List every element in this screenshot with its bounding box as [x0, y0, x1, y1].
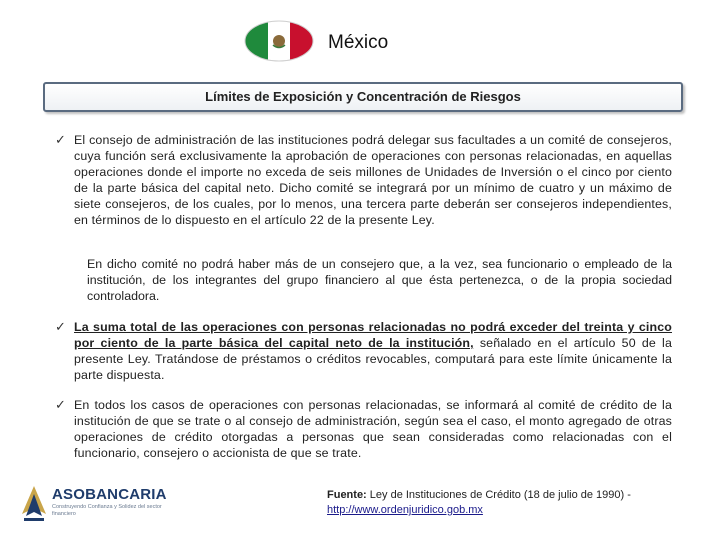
mexico-flag-icon: [244, 20, 314, 62]
bullet-subparagraph: En dicho comité no podrá haber más de un consejero que, a la vez, sea funcionario o empleado de la institución, de los integrantes del grupo financiero al que ésta pertenezca, o de la propia sociedad controladora.: [87, 257, 672, 303]
source-link[interactable]: http://www.ordenjuridico.gob.mx: [327, 504, 483, 516]
check-icon: ✓: [55, 132, 67, 147]
check-icon: ✓: [55, 319, 67, 334]
check-icon: ✓: [55, 397, 67, 412]
bullet-text: señalado en el artículo 50 de la presente Ley. Tratándose de préstamos o créditos revocables, computará para este límite únicamente la parte dispuesta.: [74, 336, 672, 382]
banner-title: Límites de Exposición y Concentración de Riesgos: [205, 89, 521, 104]
source-citation: [327, 488, 683, 518]
bullet-item-1: [55, 132, 672, 228]
bullet-text: En todos los casos de operaciones con personas relacionadas, se informará al comité de crédito de la institución de que se trate o al consejo de administración, según sea el caso, el monto agregado de otras operaciones de crédito otorgadas a personas que sean consideradas como relacionadas con el funcionario, consejero o accionista de que se trate.: [74, 398, 672, 460]
section-banner: [43, 82, 683, 112]
country-title: México: [328, 32, 389, 53]
asobancaria-logo: [20, 484, 180, 532]
logo-mark-icon: [20, 484, 48, 528]
source-label: Fuente:: [327, 489, 367, 501]
bullet-item-3: [55, 397, 672, 461]
bullet-text: El consejo de administración de las instituciones podrá delegar sus facultades a un comité de consejeros, cuya función será exclusivamente la aprobación de operaciones con personas relacionadas, en aquellas operaciones donde el importe no exceda de seis millones de Unidades de Inversión o el cinco por ciento de la parte básica del capital neto. Dicho comité se integrará por un mínimo de cuatro y un máximo de siete consejeros, de los cuales, por lo menos, una tercera parte deberán ser consejeros independientes, en términos de lo dispuesto en el artículo 22 de la presente Ley.: [74, 133, 672, 227]
bullet-emphasis: La suma total de las operaciones con personas relacionadas no podrá exceder del treinta y cinco por ciento de la parte básica del capital neto de la institución,: [74, 320, 672, 350]
source-text: Ley de Instituciones de Crédito (18 de julio de 1990) -: [366, 489, 631, 501]
logo-tagline: Construyendo Confianza y Solidez del sector financiero: [52, 504, 162, 517]
bullet-item-2: [55, 319, 672, 383]
logo-name: ASOBANCARIA: [52, 486, 167, 503]
